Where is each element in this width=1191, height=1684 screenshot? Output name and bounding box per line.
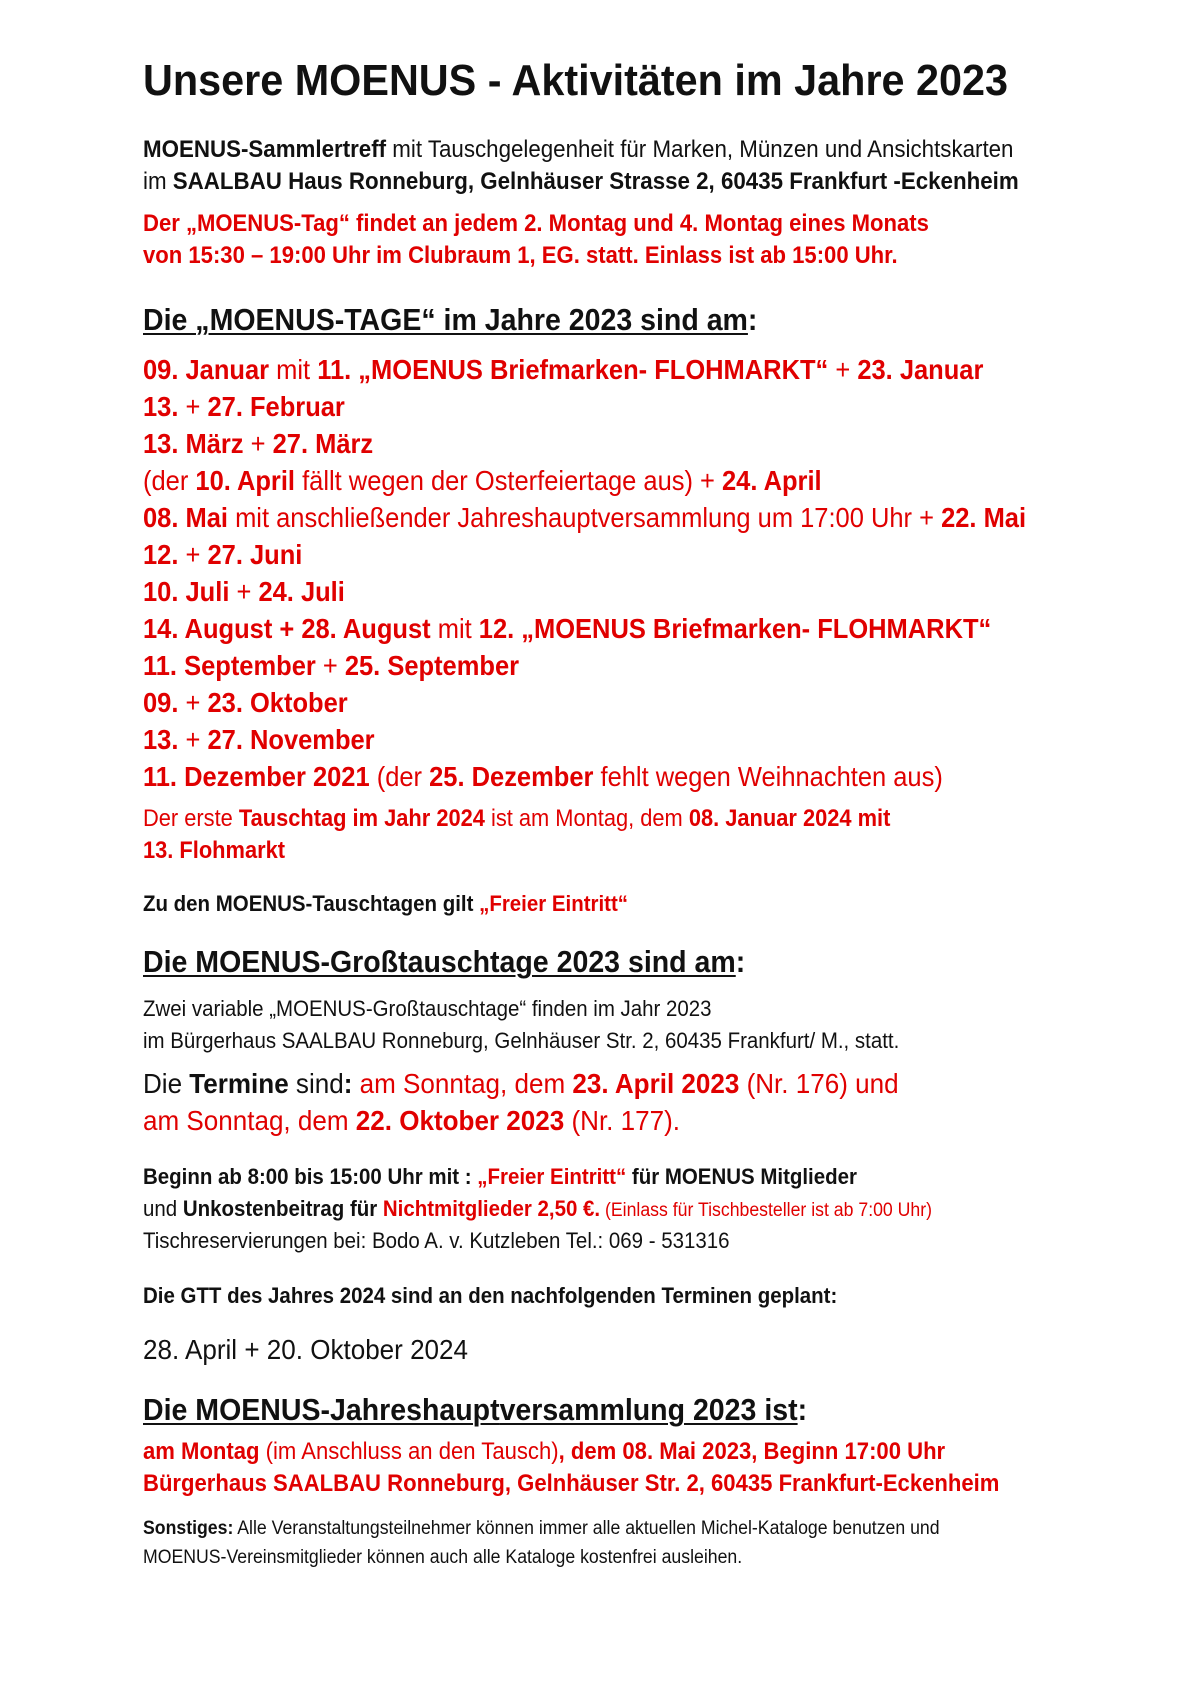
sonstiges-line-2: MOENUS-Vereinsmitglieder können auch alle Kataloge kostenfrei ausleihen.: [143, 1547, 743, 1568]
jhv-line-1: [143, 1438, 945, 1466]
termine-line-2: [143, 1105, 680, 1137]
date-text: +: [315, 650, 345, 681]
intro-line-2: [143, 168, 1019, 196]
beginn-line-1: [143, 1164, 857, 1190]
termine-date: 22. Oktober 2023: [355, 1105, 565, 1136]
date-text: +: [178, 539, 208, 570]
termine-text: am Sonntag, dem: [352, 1068, 573, 1099]
termine-label: Termine: [189, 1068, 289, 1099]
date: 09. Januar: [143, 354, 270, 385]
date: 08. Mai: [143, 502, 228, 533]
note-bold: 13. Flohmarkt: [143, 837, 286, 864]
intro-sammlertreff: MOENUS-Sammlertreff: [143, 136, 387, 163]
date-text: +: [178, 724, 208, 755]
date-line-4: [143, 465, 822, 497]
termine-text: (Nr. 177).: [564, 1105, 681, 1136]
date: 24. April: [722, 465, 822, 496]
termine-date: 23. April 2023: [572, 1068, 740, 1099]
heading-text: Die MOENUS-Großtauschtage 2023 sind am: [143, 944, 736, 979]
intro-address: SAALBAU Haus Ronneburg, Gelnhäuser Strasse 2, 60435 Frankfurt -Eckenheim: [172, 168, 1019, 195]
gtt-text: Die GTT des Jahres 2024 sind an den nachfolgenden Terminen geplant:: [143, 1283, 838, 1308]
termine-text: sind: [288, 1068, 344, 1099]
jhv-text: , dem 08. Mai 2023, Beginn 17:00 Uhr: [558, 1438, 946, 1465]
jhv-text: (im Anschluss an den Tausch): [259, 1438, 559, 1465]
date-line-12: [143, 761, 943, 793]
date: 25. Dezember: [429, 761, 594, 792]
termine-line-1: [143, 1068, 899, 1100]
termine-text: Die: [143, 1068, 190, 1099]
fee: Nichtmitglieder 2,50 €.: [382, 1196, 601, 1221]
date-line-8: [143, 613, 991, 645]
date-text: fällt wegen der Osterfeiertage aus) +: [294, 465, 723, 496]
date-flohmarkt: 12. „MOENUS Briefmarken- FLOHMARKT“: [478, 613, 992, 644]
intro-line-3: Der „MOENUS-Tag“ findet an jedem 2. Montag und 4. Montag eines Monats: [143, 210, 929, 237]
heading-text: Die MOENUS-Jahreshaupt: [143, 1392, 500, 1427]
date-line-3: [143, 428, 373, 460]
beginn-text: Beginn ab 8:00 bis 15:00 Uhr mit :: [143, 1164, 478, 1189]
date-line-5: [143, 502, 1026, 534]
termine-text: (Nr. 176) und: [739, 1068, 899, 1099]
date: 13.: [143, 391, 179, 422]
date-text: +: [828, 354, 858, 385]
date: 23. Oktober: [207, 687, 348, 718]
heading-text: versammlung 2023 ist: [499, 1392, 798, 1427]
note-bold: 08. Januar 2024 mit: [688, 805, 891, 832]
date-line-10: [143, 687, 348, 719]
reservation-line: Tischreservierungen bei: Bodo A. v. Kutzleben Tel.: 069 - 531316: [143, 1228, 730, 1253]
date: 12.: [143, 539, 179, 570]
date: 27. März: [272, 428, 374, 459]
free-entry-badge: „Freier Eintritt“: [479, 891, 629, 916]
gross-line-2: im Bürgerhaus SAALBAU Ronneburg, Gelnhäuser Str. 2, 60435 Frankfurt/ M., statt.: [143, 1028, 900, 1053]
heading-colon: :: [747, 302, 758, 337]
section-heading-moenus-tage: [143, 302, 757, 338]
date: 25. September: [344, 650, 520, 681]
date: 10. April: [195, 465, 295, 496]
date: 10. Juli: [143, 576, 230, 607]
section-heading-grosstauschtage: [143, 944, 745, 980]
date-text: +: [178, 391, 208, 422]
beginn-text: und: [143, 1196, 183, 1221]
date-text: +: [229, 576, 259, 607]
note-text: ist am Montag, dem: [484, 805, 689, 832]
beginn-line-2: [143, 1196, 932, 1222]
date-line-2: [143, 391, 345, 423]
date: 09.: [143, 687, 179, 718]
note-text: Der erste: [143, 805, 239, 832]
date-text: +: [243, 428, 273, 459]
intro-text: im: [143, 168, 173, 195]
jhv-text: am Montag: [143, 1438, 260, 1465]
date-text: fehlt wegen Weihnachten aus): [593, 761, 943, 792]
date-line-6: [143, 539, 302, 571]
date: 13. März: [143, 428, 244, 459]
note-bold: Tauschtag im Jahr 2024: [238, 805, 485, 832]
date-flohmarkt: 11. „MOENUS Briefmarken- FLOHMARKT“: [317, 354, 829, 385]
date-line-11: [143, 724, 375, 756]
beginn-text: für MOENUS Mitglieder: [626, 1164, 857, 1189]
beginn-bold: Unkostenbeitrag für: [182, 1196, 383, 1221]
date-text: (der: [369, 761, 430, 792]
date-text: mit: [269, 354, 318, 385]
intro-line-1: [143, 136, 1013, 164]
intro-text: mit Tauschgelegenheit für Marken, Münzen und Ansichtskarten: [386, 136, 1014, 163]
next-tauschtag-line-2: [143, 837, 285, 865]
date-line-9: [143, 650, 519, 682]
date: 13.: [143, 724, 179, 755]
date: 22. Mai: [941, 502, 1027, 533]
free-entry-badge: „Freier Eintritt“: [477, 1164, 627, 1189]
date-text: (der: [143, 465, 196, 496]
sonstiges-line-1: [143, 1518, 940, 1540]
gtt-2024-line: [143, 1283, 837, 1309]
termine-colon: :: [343, 1068, 353, 1099]
sonstiges-label: Sonstiges:: [143, 1518, 234, 1539]
heading-colon: :: [735, 944, 746, 979]
date-text: mit: [430, 613, 479, 644]
gtt-2024-dates: 28. April + 20. Oktober 2024: [143, 1334, 468, 1365]
termine-text: am Sonntag, dem: [143, 1105, 356, 1136]
gross-line-1: Zwei variable „MOENUS-Großtauschtage“ finden im Jahr 2023: [143, 996, 712, 1021]
date-text: mit anschließender Jahreshauptversammlung um 17:00 Uhr +: [227, 502, 942, 533]
date: 27. Februar: [207, 391, 345, 422]
free-entry-text: Zu den MOENUS-Tauschtagen gilt: [143, 891, 480, 916]
date: 27. Juni: [207, 539, 303, 570]
page-title: Unsere MOENUS - Aktivitäten im Jahre 2023: [143, 56, 1009, 105]
heading-colon: :: [797, 1392, 808, 1427]
date: 23. Januar: [857, 354, 984, 385]
free-entry-line: [143, 891, 628, 917]
intro-line-4: von 15:30 – 19:00 Uhr im Clubraum 1, EG. statt. Einlass ist ab 15:00 Uhr.: [143, 242, 898, 269]
date: 11. Dezember 2021: [143, 761, 370, 792]
einlass-note: (Einlass für Tischbesteller ist ab 7:00 Uhr): [600, 1200, 933, 1221]
date: 14. August + 28. August: [143, 613, 431, 644]
date-line-7: [143, 576, 345, 608]
next-tauschtag-line-1: [143, 805, 890, 833]
heading-text: Die „MOENUS-TAGE“ im Jahre 2023 sind am: [143, 302, 748, 337]
sonstiges-text: Alle Veranstaltungsteilnehmer können immer alle aktuellen Michel-Kataloge benutzen und: [233, 1518, 940, 1539]
date: 27. November: [207, 724, 375, 755]
date: 24. Juli: [258, 576, 345, 607]
jhv-line-2: Bürgerhaus SAALBAU Ronneburg, Gelnhäuser Str. 2, 60435 Frankfurt-Eckenheim: [143, 1470, 1000, 1497]
date-text: +: [178, 687, 208, 718]
date-line-1: [143, 354, 983, 386]
date: 11. September: [143, 650, 316, 681]
section-heading-jhv: [143, 1392, 807, 1428]
